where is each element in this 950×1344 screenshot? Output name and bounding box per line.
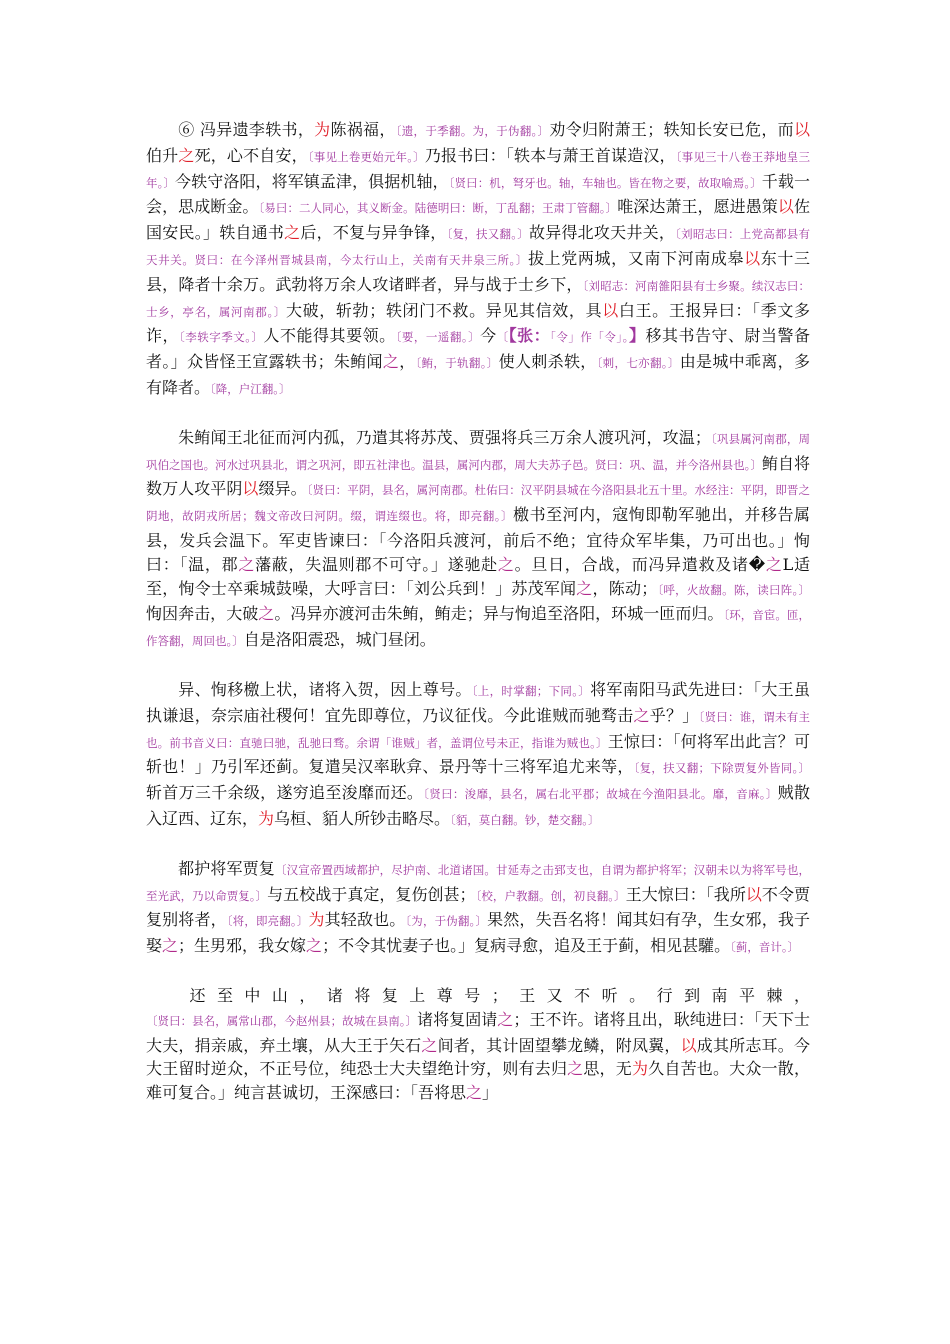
body-text: 拔上党两城，又南下河南成皋 xyxy=(528,248,745,268)
body-text: 斩首万三千余级，遂穷追至浚靡而还。 xyxy=(146,783,424,803)
body-text: ⑥ 冯异遗李轶书， xyxy=(178,120,315,139)
body-text: 乌桓、貊人所钞击略尽。 xyxy=(274,808,451,828)
body-text: 大破，斩勃；轶闭门不救。异见其信效，具 xyxy=(285,300,603,320)
body-text: 藩蔽，失温则郡不可守。」遂驰赴 xyxy=(255,554,498,574)
annotation-note: 「令」作「令」。 xyxy=(550,330,629,345)
body-text: 王惊曰：「何将军出此言？可斩也！」乃引军还蓟。复遣吴汉率耿弇、景丹等十三将军追尤来等， xyxy=(146,731,810,777)
body-text: 异、恂移檄上状，诸将入贺，因上尊号。 xyxy=(178,679,472,699)
highlight-particle: 之 xyxy=(497,1009,514,1029)
annotation-note: 〔降，户江翻。〕 xyxy=(210,381,291,396)
annotation-note-bracket: 【张： xyxy=(508,326,551,346)
annotation-note: 〔贤曰：平阴，县名，属河南郡。杜佑曰：汉平阴县城在今洛阳县北五十里。水经注：平阴，即晋之阴地，故阴戎所居；魏文帝改曰河阴。缀，谓连缀也。将，即亮翻。〕 xyxy=(146,483,810,524)
body-text: 千载一会，思成断金。 xyxy=(146,171,810,217)
highlight-particle: 为 xyxy=(258,808,275,828)
body-text: 贼散入辽西、辽东， xyxy=(146,783,810,828)
body-text: 鲔自将数万人攻平阴 xyxy=(146,453,810,499)
highlight-particle: 以 xyxy=(777,197,794,217)
highlight-particle: 以 xyxy=(242,479,259,499)
annotation-note: 〔呼，火故翻。陈，读曰阵。〕 xyxy=(657,582,810,597)
annotation-note: 〔要，一遥翻。〕 xyxy=(395,330,481,345)
highlight-particle: 为 xyxy=(308,910,325,930)
highlight-particle: 之 xyxy=(306,936,323,956)
body-text: 都护将军贾复 xyxy=(178,858,275,878)
paragraph xyxy=(146,118,810,402)
body-text: 成其所志耳。今大王留时逆众，不正号位，纯恐士大夫望绝计穷，则有去归 xyxy=(146,1035,810,1079)
highlight-particle: 以 xyxy=(793,120,810,139)
body-text: ；王不许。诸将且出，耿纯进曰：「天下士大夫，捐亲戚，弃土壤，从大王于矢石 xyxy=(146,1009,810,1055)
annotation-note: 〔贤曰：浚靡，县名，属右北平郡；故城在今渔阳县北。靡，音麻。〕 xyxy=(423,787,778,802)
body-text: 。旦日，合战，而冯异遣救及诸� xyxy=(514,554,766,574)
body-text: 劝令归附萧王；轶知长安已危，而 xyxy=(549,120,794,139)
annotation-note: 〔环，音宦。匝，作答翻，周回也。〕 xyxy=(146,608,810,649)
body-text: 朱鲔闻王北征而河内孤，乃遣其将苏茂、贾强将兵三万余人渡巩河，攻温； xyxy=(178,427,711,447)
paragraph xyxy=(146,426,810,654)
paragraph xyxy=(146,984,810,1105)
annotation-note: 〔李轶字季文。〕 xyxy=(179,330,264,345)
body-text: 今轶守洛阳，将军镇孟津，俱据机轴， xyxy=(175,171,449,191)
body-text: 还至中山，诸将复上尊号；王又不听。行到南平棘， xyxy=(178,985,810,1005)
body-text: 后，不复与异争锋， xyxy=(300,223,447,243)
body-text: 其轻敌也。 xyxy=(324,910,406,930)
annotation-note: 〔刺，七亦翻。〕 xyxy=(596,356,680,371)
annotation-note: 〔巩县属河南郡，周巩伯之国也。河水过巩县北，谓之巩河，即五社津也。温县，属河内郡，周大夫苏子邑。贤曰：巩、温，并今洛州县也。〕 xyxy=(146,431,810,472)
highlight-particle: 之 xyxy=(633,705,650,725)
body-text: ，陈动； xyxy=(592,578,658,598)
highlight-particle: 之 xyxy=(284,223,301,243)
annotation-note: 〔为，于伪翻。〕 xyxy=(405,914,488,929)
highlight-particle: 之 xyxy=(466,1083,483,1103)
highlight-particle: 以 xyxy=(745,884,762,904)
highlight-particle: 之 xyxy=(576,578,593,598)
highlight-particle: 之 xyxy=(162,936,179,956)
body-text: 诸将复固请 xyxy=(417,1009,498,1029)
body-text: 果然，失吾名将！闻其妇有孕，生女邪，我子娶 xyxy=(146,910,810,956)
annotation-note: 〔上，时掌翻；下同。〕 xyxy=(471,683,591,698)
highlight-particle: 之 xyxy=(765,554,783,574)
annotation-note-bracket: 】 xyxy=(628,326,646,346)
body-text: 自是洛阳震恐，城门昼闭。 xyxy=(243,630,436,650)
body-text: 间者，其计固望攀龙鳞，附凤翼， xyxy=(437,1035,681,1055)
body-text: ， xyxy=(399,352,416,372)
body-text: 恂因奔击，大破 xyxy=(146,604,259,624)
body-text: 今 xyxy=(480,326,497,346)
body-text: 移其书告守、尉当警备者。」众皆怪王宣露轶书；朱鲔闻 xyxy=(146,326,810,372)
annotation-note: 〔刘昭志曰：上党高都县有天井关。贤曰：在今泽州晋城县南，今太行山上，关南有天井泉三所。〕 xyxy=(146,227,810,267)
annotation-note: 〔易曰：二人同心，其义断金。陆德明曰：断，丁乱翻；王肃丁管翻。〕 xyxy=(258,201,618,216)
highlight-particle: 之 xyxy=(178,145,195,165)
annotation-note: 〔貊，莫白翻。钞，楚交翻。〕 xyxy=(450,812,600,827)
body-text: 人不能得其要领。 xyxy=(263,326,396,346)
highlight-particle: 以 xyxy=(680,1035,697,1055)
body-text: 不令贾复别将者， xyxy=(146,884,810,930)
body-text: 故异得北攻天井关， xyxy=(528,223,676,243)
annotation-note: 〔鲔，于轨翻。〕 xyxy=(415,356,499,371)
annotation-note: 〔蓟，音计。〕 xyxy=(730,940,800,955)
annotation-note: 〔贤曰：县名，属常山郡，今赵州县；故城在县南。〕 xyxy=(146,1013,418,1028)
annotation-note: 〔事见上卷更始元年。〕 xyxy=(307,149,425,164)
body-text: 」 xyxy=(482,1083,499,1103)
body-text: 白王。王报异曰：「季文多诈， xyxy=(146,300,810,346)
paragraph xyxy=(146,678,810,833)
annotation-note: 〔遗，于季翻。为，于伪翻。〕 xyxy=(395,124,550,138)
body-text: 唯深达萧王，愿进愚策 xyxy=(617,197,778,217)
body-text: 由是城中乖离，多有降者。 xyxy=(146,352,810,397)
document-body xyxy=(146,118,810,1129)
body-text: 王大惊曰：「我所 xyxy=(625,884,746,904)
highlight-particle: 之 xyxy=(238,554,256,574)
body-text: 乃报书曰：「轶本与萧王首谋造汉， xyxy=(424,145,676,165)
body-text: 死，心不自安， xyxy=(194,145,308,165)
highlight-particle: 之 xyxy=(382,352,400,372)
annotation-note: 〔将，即亮翻。〕 xyxy=(226,914,309,929)
highlight-particle: 之 xyxy=(567,1059,584,1079)
highlight-particle: 之 xyxy=(258,604,275,624)
body-text: L适至，恂令士卒乘城鼓噪，大呼言曰：「刘公兵到！」苏茂军闻 xyxy=(146,554,810,598)
highlight-particle: 之 xyxy=(497,554,515,574)
annotation-note: 〔贤曰：谁，谓未有主也。前书音义曰：直驰曰驰，乱驰曰骛。余谓「谁贼」者，盖谓位号未正，指谁为贼也。〕 xyxy=(146,709,810,750)
body-text: 陈祸福， xyxy=(330,120,396,139)
body-text: 与五校战于真定，复伤创甚； xyxy=(267,884,476,904)
annotation-note: 〔事见三十八卷王莽地皇三年。〕 xyxy=(146,149,810,190)
body-text: 檄书至河内，寇恂即勒军驰出，并移告属县，发兵会温下。军吏皆谏曰：「今洛阳兵渡河，前后不绝；宜待众军毕集，乃可出也。」恂曰：「温，郡 xyxy=(146,505,810,574)
body-text: 久自苦也。大众一散，难可复合。」纯言甚诚切，王深感曰：「吾将思 xyxy=(146,1059,810,1103)
body-text: 伯升 xyxy=(146,145,179,165)
body-text: 缀异。 xyxy=(258,479,307,499)
body-text: 将军南阳马武先进曰：「大王虽执谦退，奈宗庙社稷何！宜先即尊位，乃议征伐。今此谁贼而驰骛击 xyxy=(146,679,810,725)
body-text: 佐国安民。」轶自通书 xyxy=(146,197,810,243)
highlight-particle: 为 xyxy=(631,1059,649,1079)
highlight-particle: 之 xyxy=(421,1035,438,1055)
body-text: 使人刺杀轶， xyxy=(498,352,597,372)
highlight-particle: 以 xyxy=(602,300,619,320)
body-text: 思，无 xyxy=(583,1059,632,1079)
annotation-note: 〔校，户教翻。创，初良翻。〕 xyxy=(475,888,626,903)
annotation-note: 〔复，扶又翻；下除贾复外皆同。〕 xyxy=(633,761,810,776)
annotation-note: 〔汉宣帝置西域都护，尽护南、北道诸国。甘延寿之击郅支也，自谓为都护将军；汉朝未以为将军号也，至光武，乃以命贾复。〕 xyxy=(146,862,810,903)
body-text: ；生男邪，我女嫁 xyxy=(178,936,307,956)
annotation-note: 〔刘昭志：河南雒阳县有士乡聚。续汉志曰：士乡，亭名，属河南郡。〕 xyxy=(146,278,810,319)
highlight-particle: 以 xyxy=(744,248,761,268)
body-text: 乎？」 xyxy=(649,705,699,725)
annotation-note: 〔贤曰：机，弩牙也。轴，车轴也。皆在物之要，故取喻焉。〕 xyxy=(448,175,762,190)
paragraph xyxy=(146,857,810,960)
body-text: 。冯异亦渡河击朱鲔，鲔走；异与恂追至洛阳，环城一匝而归。 xyxy=(274,604,724,624)
body-text: 东十三县，降者十余万。武勃将万余人攻诸畔者，异与战于士乡下， xyxy=(146,248,810,294)
annotation-note: 〔复，扶又翻。〕 xyxy=(446,227,529,242)
highlight-particle: 为 xyxy=(314,120,331,139)
annotation-note: 〔 xyxy=(496,330,509,345)
body-text: ；不令其忧妻子也。」复病寻愈，追及王于蓟，相见甚驩。 xyxy=(322,936,731,956)
